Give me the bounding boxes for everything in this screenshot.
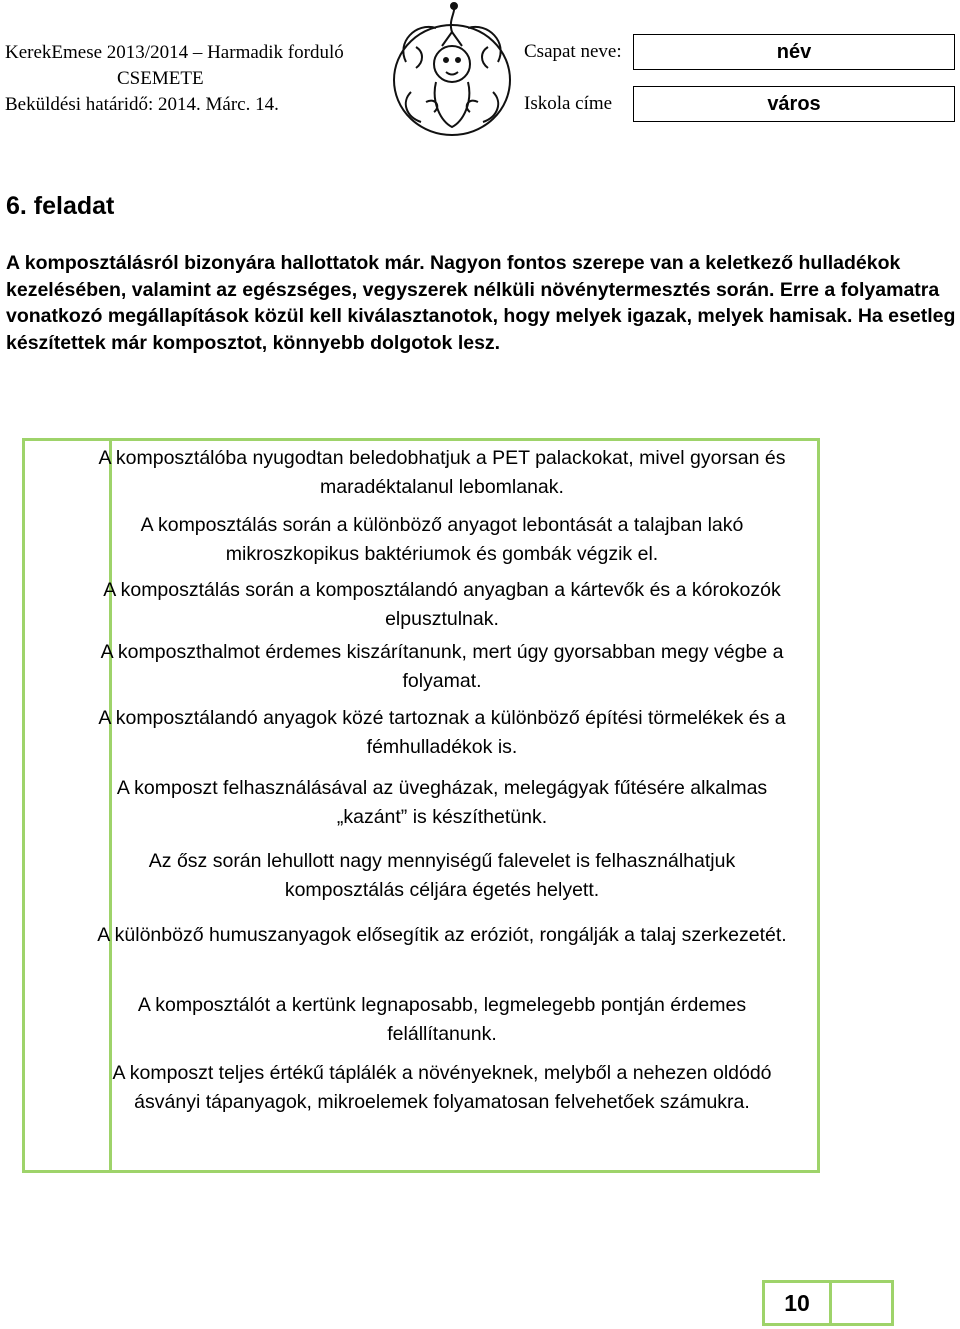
team-name-field[interactable]: név [633,34,955,70]
statement-5: A komposztálandó anyagok közé tartoznak a különböző építési törmelékek és a fémhulladékok is. [98,707,786,758]
max-points: 10 [784,1290,810,1316]
deadline: Beküldési határidő: 2014. Márc. 14. [5,94,279,115]
statement-4: A komposzthalmot érdemes kiszárítanunk, mert úgy gyorsabban megy végbe a folyamat. [100,641,784,692]
task-title: 6. feladat [6,192,115,220]
statement-9: A komposztálót a kertünk legnaposabb, legmelegebb pontján érdemes felállítanunk. [137,994,747,1045]
score-box [762,1280,894,1326]
statement-10: A komposzt teljes értékű táplálék a növényeknek, melyből a nehezen oldódó ásványi tápanyagok, mikroelemek folyamatosan felvehetőek számukra. [112,1062,772,1113]
competition-title: KerekEmese 2013/2014 – Harmadik forduló [5,42,344,63]
statement-2: A komposztálás során a különböző anyagot lebontását a talajban lakó mikroszkopikus baktériumok és gombák végzik el. [140,514,744,565]
category-name: CSEMETE [117,68,204,89]
statement-6: A komposzt felhasználásával az üvegházak, melegágyak fűtésére alkalmas „kazánt” is készíthetünk. [116,777,768,828]
statement-1: A komposztálóba nyugodtan beledobhatjuk a PET palackokat, mivel gyorsan és maradéktalanul lebomlanak. [98,447,786,498]
score-divider [829,1283,832,1323]
statement-3: A komposztálás során a komposztálandó anyagban a kártevők és a kórokozók elpusztulnak. [103,579,781,630]
statement-8: A különböző humuszanyagok elősegítik az eróziót, rongálják a talaj szerkezetét. [97,924,787,946]
school-address-label: Iskola címe [524,93,613,114]
school-address-field[interactable]: város [633,86,955,122]
logo-illustration [386,2,518,138]
team-name-label: Csapat neve: [524,41,622,62]
header-info [5,40,344,118]
statement-7: Az ősz során lehullott nagy mennyiségű falevelet is felhasználhatjuk komposztálás céljára égetés helyett. [148,850,736,901]
task-intro: A komposztálásról bizonyára hallottatok már. Nagyon fontos szerepe van a keletkező hulladékok kezelésében, valamint az egészséges, vegyszerek nélküli növénytermesztés során. Erre a folyamatra vonatkozó megállapítások közül kell kiválasztanotok, hogy melyek igazak, melyek hamisak. Ha esetleg készítettek már komposztot, könnyebb dolgotok lesz. [6,252,956,354]
